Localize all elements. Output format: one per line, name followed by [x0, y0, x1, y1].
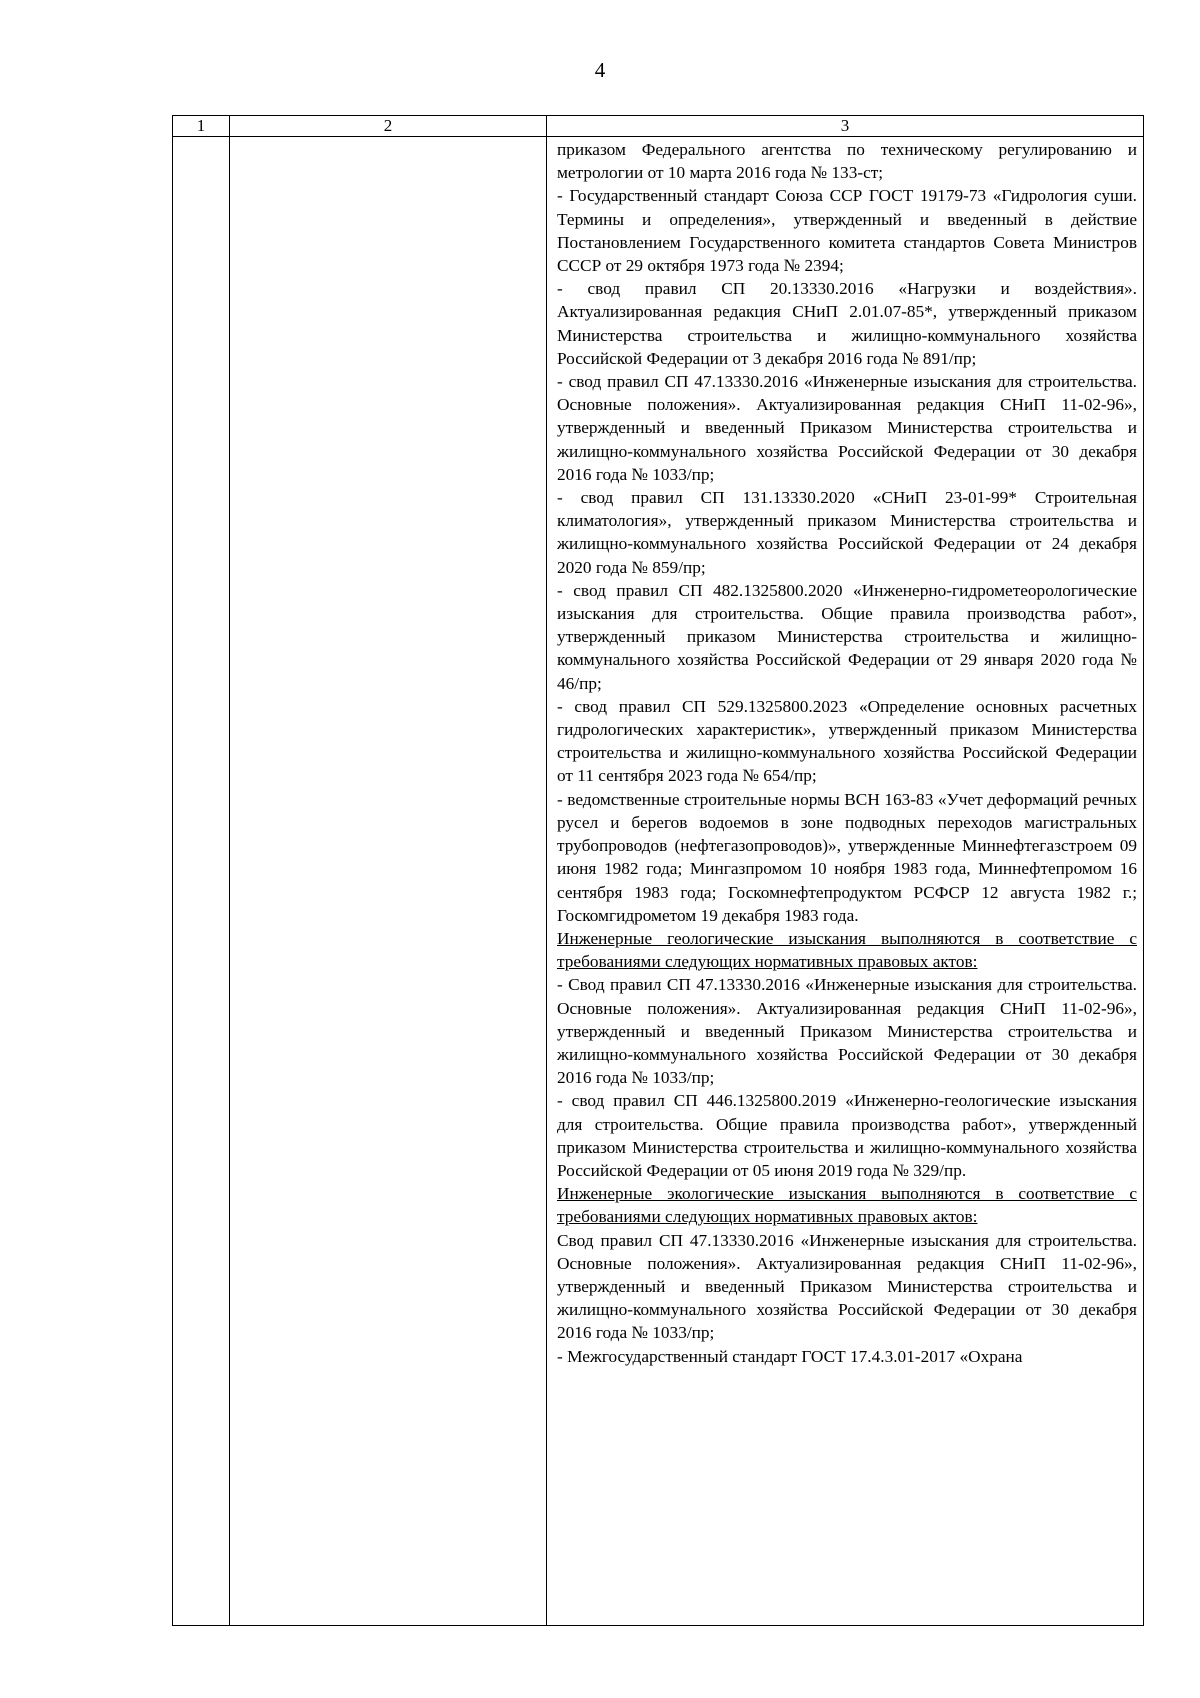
column-header-1: 1	[173, 116, 230, 137]
table-row	[173, 137, 1144, 1626]
regulation-item: - свод правил СП 47.13330.2016 «Инженерные изыскания для строительства. Основные положения». Актуализированная редакция СНиП 11-02-96», утвержденный и введенный Приказом Министерства строительства и жилищно-коммунального хозяйства Российской Федерации от 30 декабря 2016 года № 1033/пр;	[557, 372, 1137, 484]
regulation-item: - свод правил СП 482.1325800.2020 «Инженерно-гидрометеорологические изыскания для строительства. Общие правила производства работ», утвержденный приказом Министерства строительства и жилищно-коммунального хозяйства Российской Федерации от 29 января 2020 года № 46/пр;	[557, 580, 1137, 693]
document-table	[172, 115, 1144, 1626]
regulation-item: приказом Федерального агентства по техническому регулированию и метрологии от 10 марта 2016 года № 133-ст;	[557, 140, 1137, 183]
regulation-item: - Межгосударственный стандарт ГОСТ 17.4.3.01-2017 «Охрана	[557, 1346, 1023, 1366]
cell-column-3	[547, 137, 1144, 1626]
regulation-item: - свод правил СП 131.13330.2020 «СНиП 23-01-99* Строительная климатология», утвержденный приказом Министерства строительства и жилищно-коммунального хозяйства Российской Федерации от 24 декабря 2020 года № 859/пр;	[557, 488, 1137, 577]
regulation-item: Свод правил СП 47.13330.2016 «Инженерные изыскания для строительства. Основные положения». Актуализированная редакция СНиП 11-02-96», утвержденный и введенный Приказом Министерства строительства и жилищно-коммунального хозяйства Российской Федерации от 30 декабря 2016 года № 1033/пр;	[557, 1230, 1137, 1343]
regulations-text	[557, 138, 1137, 1368]
column-header-3: 3	[547, 116, 1144, 137]
regulation-item: - свод правил СП 20.13330.2016 «Нагрузки и воздействия». Актуализированная редакция СНиП 2.01.07-85*, утвержденный приказом Министерства строительства и жилищно-коммунального хозяйства Российской Федерации от 3 декабря 2016 года № 891/пр;	[557, 279, 1137, 368]
column-header-2: 2	[230, 116, 547, 137]
section-heading: Инженерные экологические изыскания выполняются в соответствие с требованиями следующих нормативных правовых актов:	[557, 1184, 1137, 1227]
table-header-row	[173, 116, 1144, 137]
regulation-item: - свод правил СП 446.1325800.2019 «Инженерно-геологические изыскания для строительства. Общие правила производства работ», утвержденный приказом Министерства строительства и жилищно-коммунального хозяйства Российской Федерации от 05 июня 2019 года № 329/пр.	[557, 1091, 1137, 1180]
section-heading: Инженерные геологические изыскания выполняются в соответствие с требованиями следующих нормативных правовых актов:	[557, 928, 1137, 972]
regulation-item: - ведомственные строительные нормы ВСН 163-83 «Учет деформаций речных русел и берегов водоемов в зоне подводных переходов магистральных трубопроводов (нефтегазопроводов)», утвержденные Миннефтегазстроем 09 июня 1982 года; Мингазпромом 10 ноября 1983 года, Миннефтепромом 16 сентября 1983 года; Госкомнефтепродуктом РСФСР 12 августа 1982 г.; Госкомгидрометом 19 декабря 1983 года.	[557, 789, 1137, 925]
cell-column-1	[173, 137, 230, 1626]
cell-column-2	[230, 137, 547, 1626]
regulation-item: - свод правил СП 529.1325800.2023 «Определение основных расчетных гидрологических характеристик», утвержденный приказом Министерства строительства и жилищно-коммунального хозяйства Российской Федерации от 11 сентября 2023 года № 654/пр;	[557, 696, 1137, 786]
regulation-item: - Свод правил СП 47.13330.2016 «Инженерные изыскания для строительства. Основные положения». Актуализированная редакция СНиП 11-02-96», утвержденный и введенный Приказом Министерства строительства и жилищно-коммунального хозяйства Российской Федерации от 30 декабря 2016 года № 1033/пр;	[557, 975, 1137, 1088]
regulation-item: - Государственный стандарт Союза ССР ГОСТ 19179-73 «Гидрология суши. Термины и определения», утвержденный и введенный в действие Постановлением Государственного комитета стандартов Совета Министров СССР от 29 октября 1973 года № 2394;	[557, 186, 1137, 276]
page-number: 4	[594, 58, 606, 82]
